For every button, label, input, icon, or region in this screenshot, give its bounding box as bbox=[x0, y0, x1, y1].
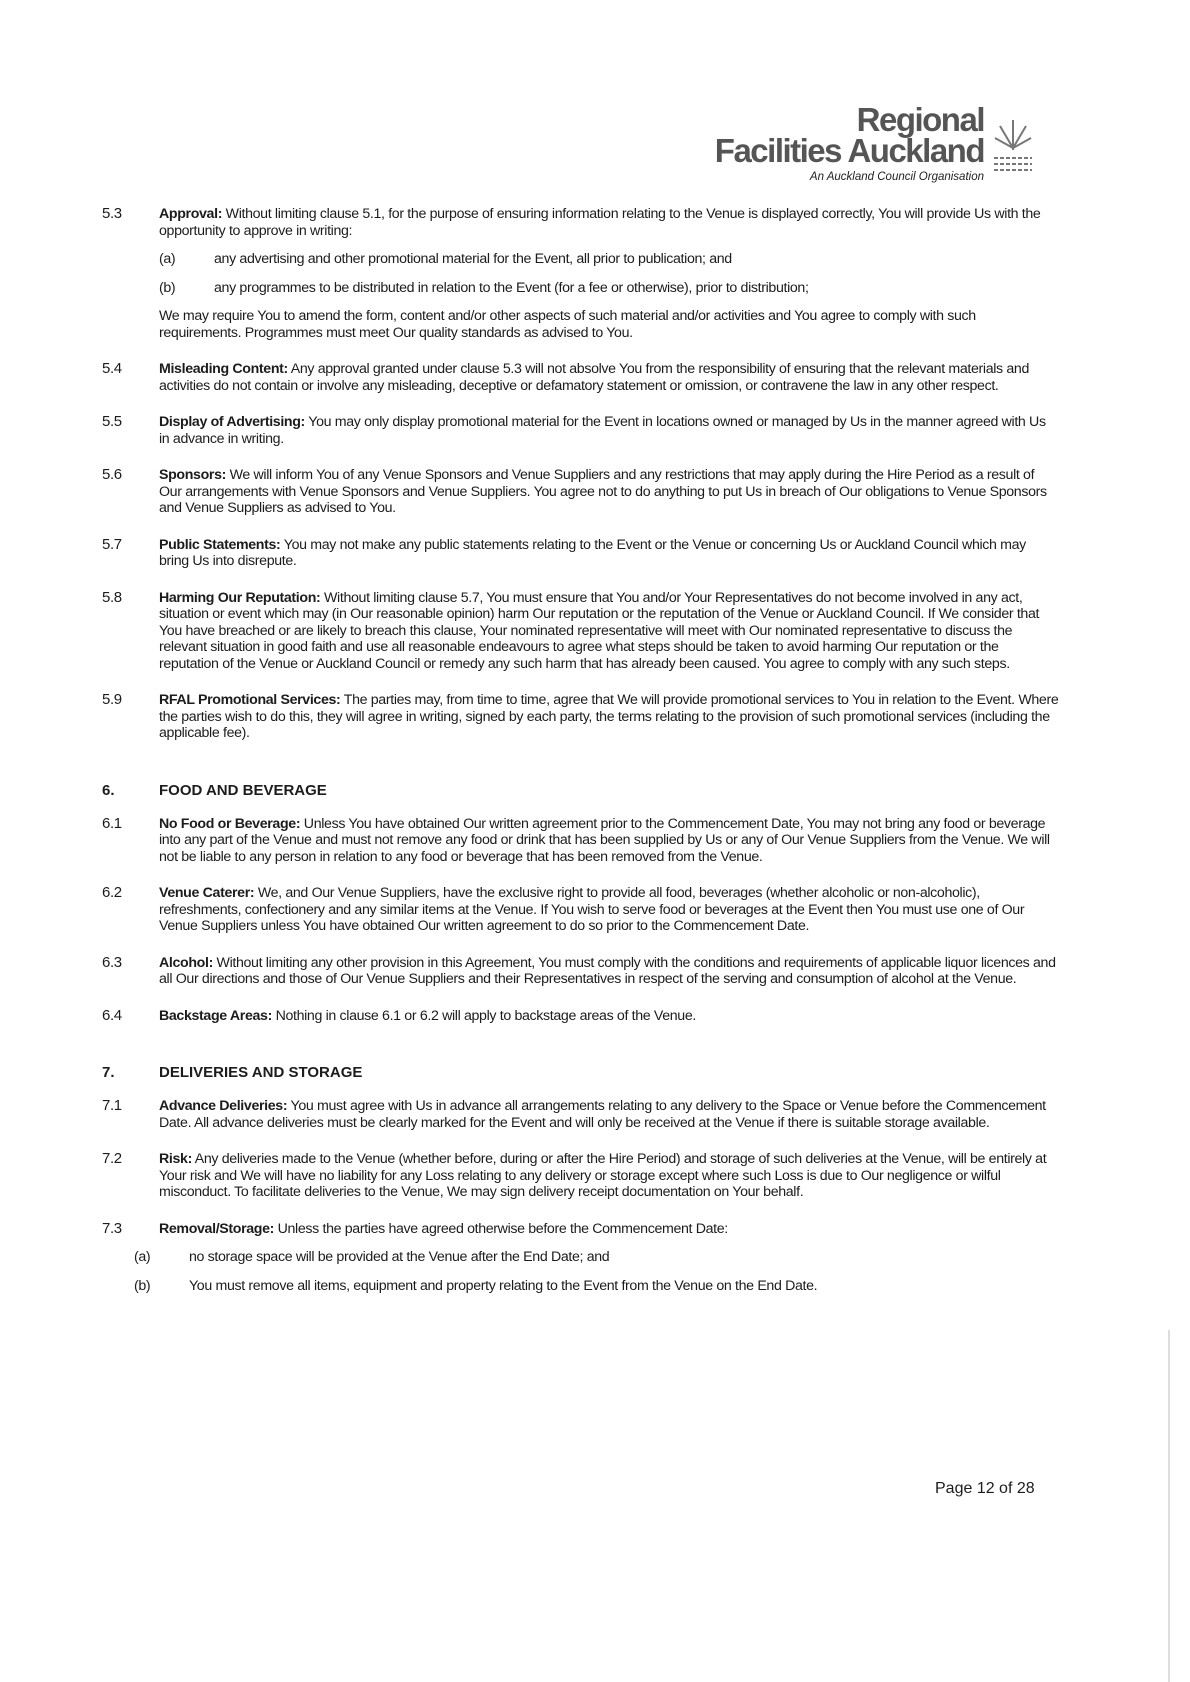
clause-5-9 bbox=[102, 692, 1062, 742]
clause-text: Any approval granted under clause 5.3 will not absolve You from the responsibility of ensuring that the relevant materials and activities do not contain or involve any misleading, deceptive or defamatory statement or omission, or contravene the law in any other respect. bbox=[159, 361, 1029, 394]
clause-7-2 bbox=[102, 1151, 1062, 1201]
sub-item bbox=[134, 1249, 1059, 1266]
clause-5-3 bbox=[102, 206, 1062, 341]
clause-text: The parties may, from time to time, agree that We will provide promotional services to You in relation to the Event. Where the parties wish to do this, they will agree in writing, signed by each party, the terms relating to the provision of such promotional services (including the applicable fee). bbox=[159, 692, 1059, 741]
section-number: 6. bbox=[102, 781, 115, 799]
clause-title: No Food or Beverage: bbox=[159, 815, 301, 832]
clause-number: 6.3 bbox=[102, 953, 122, 971]
clause-text: We will inform You of any Venue Sponsors and Venue Suppliers and any restrictions that may apply during the Hire Period as a result of Our arrangements with Venue Sponsors and Venue Suppliers. You agree not to do anything to put Us in breach of Our obligations to Venue Sponsors and Venue Suppliers as advised to You. bbox=[159, 467, 1047, 516]
sub-text: any advertising and other promotional material for the Event, all prior to publication; and bbox=[214, 251, 732, 267]
section-heading-7 bbox=[102, 1064, 1062, 1082]
logo-tagline: An Auckland Council Organisation bbox=[809, 171, 984, 183]
clause-title: Alcohol: bbox=[159, 954, 213, 971]
section-heading-6 bbox=[102, 782, 1062, 800]
clause-title: RFAL Promotional Services: bbox=[159, 692, 341, 708]
clause-5-8 bbox=[102, 590, 1062, 673]
logo bbox=[714, 101, 1040, 184]
clause-number: 5.5 bbox=[102, 413, 122, 430]
sub-label: (b) bbox=[134, 1277, 151, 1294]
clause-5-6 bbox=[102, 467, 1062, 517]
clause-title: Venue Caterer: bbox=[159, 885, 255, 901]
section-title: DELIVERIES AND STORAGE bbox=[159, 1064, 363, 1081]
scan-edge bbox=[1168, 1330, 1170, 1682]
clause-number: 5.3 bbox=[102, 205, 122, 222]
clause-5-4 bbox=[102, 361, 1062, 394]
section-number: 7. bbox=[102, 1064, 115, 1081]
clause-text: Nothing in clause 6.1 or 6.2 will apply to backstage areas of the Venue. bbox=[275, 1007, 696, 1024]
clause-6-3 bbox=[102, 955, 1062, 988]
clause-title: Approval: bbox=[159, 206, 223, 222]
clause-6-4 bbox=[102, 1008, 1062, 1025]
clause-number: 5.7 bbox=[102, 535, 122, 553]
sub-item bbox=[159, 251, 1059, 268]
clause-title: Backstage Areas: bbox=[159, 1007, 272, 1024]
clause-6-1 bbox=[102, 816, 1062, 866]
clause-7-1 bbox=[102, 1098, 1062, 1131]
clause-number: 5.4 bbox=[102, 360, 122, 377]
clause-text: Unless You have obtained Our written agreement prior to the Commencement Date, You may not bring any food or beverage into any part of the Venue and must not remove any food or drink that has been supplied by Us or any of Our Venue Suppliers from the Venue. We will not be liable to any person in relation to any food or beverage that has been removed from the Venue. bbox=[159, 815, 1050, 865]
clause-text: Without limiting clause 5.1, for the purpose of ensuring information relating to the Venue is displayed correctly, You will provide Us with the opportunity to approve in writing: bbox=[159, 206, 1041, 239]
clause-title: Harming Our Reputation: bbox=[159, 589, 321, 606]
clause-number: 6.2 bbox=[102, 884, 122, 901]
clause-title: Risk: bbox=[159, 1151, 192, 1167]
sub-text: You must remove all items, equipment and property relating to the Event from the Venue on the End Date. bbox=[189, 1277, 818, 1294]
page-number: Page 12 of 28 bbox=[935, 1480, 1035, 1497]
document-body bbox=[102, 206, 1062, 1294]
clause-text: Any deliveries made to the Venue (whether before, during or after the Hire Period) and storage of such deliveries at the Venue, will be entirely at Your risk and We will have no liability for any Loss relating to any delivery or storage except where such Loss is due to Our negligence or wilful misconduct. To facilitate deliveries to the Venue, We may sign delivery receipt documentation on Your behalf. bbox=[159, 1151, 1047, 1200]
clause-number: 7.1 bbox=[102, 1097, 122, 1114]
clause-title: Sponsors: bbox=[159, 467, 227, 483]
sub-label: (a) bbox=[159, 251, 176, 267]
sub-label: (b) bbox=[159, 279, 176, 296]
logo-tree-icon bbox=[990, 110, 1036, 174]
clause-title: Display of Advertising: bbox=[159, 414, 305, 430]
sub-text: no storage space will be provided at the Venue after the End Date; and bbox=[189, 1249, 610, 1265]
clause-5-7 bbox=[102, 537, 1062, 570]
clause-text: You may not make any public statements relating to the Event or the Venue or concerning Us or Auckland Council which may bring Us into disrepute. bbox=[159, 536, 1026, 569]
clause-number: 5.8 bbox=[102, 588, 122, 606]
clause-text: We, and Our Venue Suppliers, have the exclusive right to provide all food, beverages (whether alcoholic or non-alcoholic), refreshments, confectionery and any similar items at the Venue. If You wish to serve food or beverages at the Event then You must use one of Our Venue Suppliers unless You have obtained Our written agreement to do so prior to the Commencement Date. bbox=[159, 885, 1025, 934]
clause-text: Without limiting clause 5.7, You must ensure that You and/or Your Representatives do not become involved in any act, situation or event which may (in Our reasonable opinion) harm Our reputation or the reputation of the Venue or Auckland Council. If We consider that You have breached or are likely to breach this clause, Your nominated representative will meet with Our nominated representative to discuss the relevant situation in good faith and use all reasonable endeavours to agree what steps should be taken to avoid harming Our reputation or the reputation of the Venue or Auckland Council or remedy any such harm that has already been caused. You agree to comply with any such steps. bbox=[159, 589, 1040, 672]
clause-number: 6.4 bbox=[102, 1006, 122, 1024]
clause-text: Without limiting any other provision in this Agreement, You must comply with the conditions and requirements of applicable liquor licences and all Our directions and those of Our Venue Suppliers and their Representatives in respect of the serving and consumption of alcohol at the Venue. bbox=[159, 954, 1056, 987]
section-title: FOOD AND BEVERAGE bbox=[159, 781, 327, 799]
clause-number: 5.9 bbox=[102, 691, 122, 708]
clause-title: Advance Deliveries: bbox=[159, 1098, 288, 1114]
clause-title: Public Statements: bbox=[159, 536, 281, 553]
clause-6-2 bbox=[102, 885, 1062, 935]
clause-text: You must agree with Us in advance all arrangements relating to any delivery to the Space or Venue before the Commencement Date. All advance deliveries must be clearly marked for the Event and will only be received at the Venue if there is suitable storage available. bbox=[159, 1098, 1046, 1131]
sub-item bbox=[159, 280, 1059, 297]
logo-line2: Facilities Auckland bbox=[714, 132, 984, 169]
sub-item bbox=[134, 1278, 1059, 1295]
sub-label: (a) bbox=[134, 1249, 151, 1265]
clause-7-3 bbox=[102, 1221, 1062, 1295]
clause-title: Misleading Content: bbox=[159, 361, 288, 377]
clause-text: Unless the parties have agreed otherwise before the Commencement Date: bbox=[277, 1220, 728, 1237]
clause-number: 5.6 bbox=[102, 466, 122, 483]
logo-line1: Regional bbox=[856, 101, 984, 138]
clause-number: 6.1 bbox=[102, 814, 122, 832]
clause-number: 7.2 bbox=[102, 1150, 122, 1167]
clause-title: Removal/Storage: bbox=[159, 1220, 275, 1237]
sub-text: any programmes to be distributed in relation to the Event (for a fee or otherwise), prior to distribution; bbox=[214, 279, 809, 296]
clause-paragraph: We may require You to amend the form, content and/or other aspects of such material and/or activities and You agree to comply with such requirements. Programmes must meet Our quality standards as advised to You. bbox=[159, 308, 976, 341]
clause-5-5 bbox=[102, 414, 1062, 447]
clause-text: You may only display promotional material for the Event in locations owned or managed by Us in the manner agreed with Us in advance in writing. bbox=[159, 414, 1046, 447]
clause-number: 7.3 bbox=[102, 1219, 122, 1237]
